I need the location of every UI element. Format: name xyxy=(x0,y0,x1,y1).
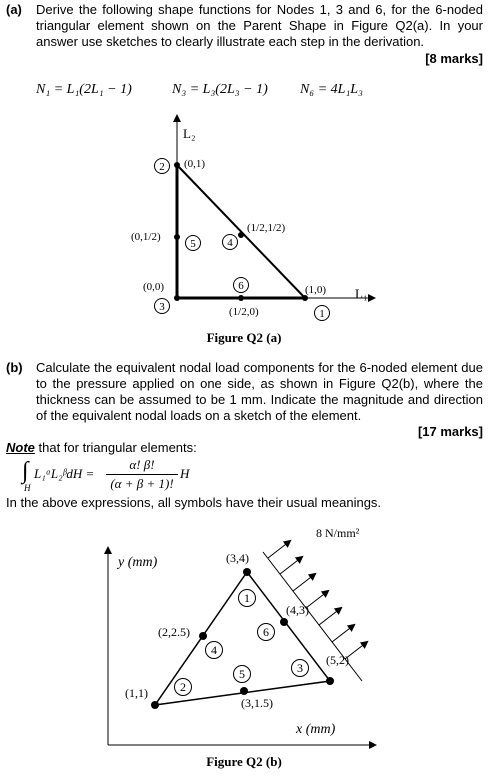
node-number xyxy=(234,666,251,683)
svg-text:4: 4 xyxy=(227,237,233,249)
svg-text:6: 6 xyxy=(238,280,244,292)
svg-text:5: 5 xyxy=(239,667,245,681)
coord-label: (2,2.5) xyxy=(158,625,190,639)
integral-rhs: H xyxy=(180,466,190,481)
load-label: 8 N/mm² xyxy=(316,526,360,540)
part-b-label: (b) xyxy=(6,360,23,375)
symbols-note: In the above expressions, all symbols have their usual meanings. xyxy=(6,495,382,510)
part-a-label: (a) xyxy=(6,2,22,17)
coord-label: (5,2) xyxy=(326,653,349,667)
part-b-question: Calculate the equivalent nodal load components for the 6-noded element due to the pressure applied on one side, as shown in Figure Q2(b), where the thickness can be assumed to be 1 mm. Indicate the magnitude and direction of the equivalent nodal loads on a sketch of the element. xyxy=(36,360,483,423)
node-number xyxy=(258,624,275,641)
node-dot xyxy=(199,632,207,640)
node-number xyxy=(206,642,223,659)
figure-b-caption: Figure Q2 (b) xyxy=(206,754,282,769)
svg-text:5: 5 xyxy=(190,238,196,250)
l2-axis-label: L₂ xyxy=(183,126,196,141)
x-axis-label: x (mm) xyxy=(296,722,336,737)
node-dot xyxy=(326,677,334,685)
integral-sign: ∫ xyxy=(22,458,29,484)
node-dot xyxy=(243,568,251,576)
part-b-marks: [17 marks] xyxy=(417,424,483,439)
svg-text:4: 4 xyxy=(211,643,217,657)
node-number xyxy=(175,679,192,696)
svg-text:1: 1 xyxy=(244,591,250,605)
pressure-arrows xyxy=(268,541,367,659)
svg-text:2: 2 xyxy=(159,161,165,173)
part-a-marks: [8 marks] xyxy=(425,51,483,66)
y-axis-label: y (mm) xyxy=(118,555,158,570)
l1-axis-label: L₁ xyxy=(355,286,368,301)
note-text: that for triangular elements: xyxy=(34,440,197,455)
coord-label: (0,0) xyxy=(143,281,165,293)
shape-function-n6: N₆ = 4L₁L₃ xyxy=(300,82,363,97)
coord-label: (1/2,0) xyxy=(229,306,259,318)
fraction-denominator: (α + β + 1)! xyxy=(110,476,174,491)
figure-a-caption: Figure Q2 (a) xyxy=(206,330,282,345)
node-number xyxy=(239,590,256,607)
coord-label: (3,1.5) xyxy=(241,696,273,710)
shape-function-n3: N₃ = L₃(2L₃ − 1) xyxy=(172,82,268,97)
node-number xyxy=(292,660,309,677)
svg-text:3: 3 xyxy=(297,661,303,675)
coord-label: (4,3) xyxy=(286,603,309,617)
svg-text:3: 3 xyxy=(159,301,165,313)
svg-text:6: 6 xyxy=(263,625,269,639)
integral-subscript: H xyxy=(24,483,31,493)
coord-label: (1,1) xyxy=(125,686,148,700)
node-dot xyxy=(240,687,248,695)
node-dot xyxy=(151,701,159,709)
shape-function-n1: N₁ = L₁(2L₁ − 1) xyxy=(36,82,132,97)
node-dot xyxy=(280,618,288,626)
svg-text:2: 2 xyxy=(180,680,186,694)
coord-label: (0,1) xyxy=(184,158,206,170)
coord-label: (0,1/2) xyxy=(131,231,161,243)
coord-label: (1,0) xyxy=(305,284,327,296)
coord-label: (3,4) xyxy=(226,551,249,565)
fraction-numerator: α! β! xyxy=(129,457,155,472)
svg-text:1: 1 xyxy=(319,308,325,320)
coord-label: (1/2,1/2) xyxy=(247,222,286,234)
part-a-question: Derive the following shape functions for Nodes 1, 3 and 6, for the 6-noded triangular element shown on the Parent Shape in Figure Q2(a). In your answer use sketches to clearly illustrate each step in the derivation. xyxy=(36,2,483,49)
integral-lhs: L₁ᵅL₂ᵝdH = xyxy=(34,466,95,481)
note-label: Note xyxy=(6,440,35,455)
